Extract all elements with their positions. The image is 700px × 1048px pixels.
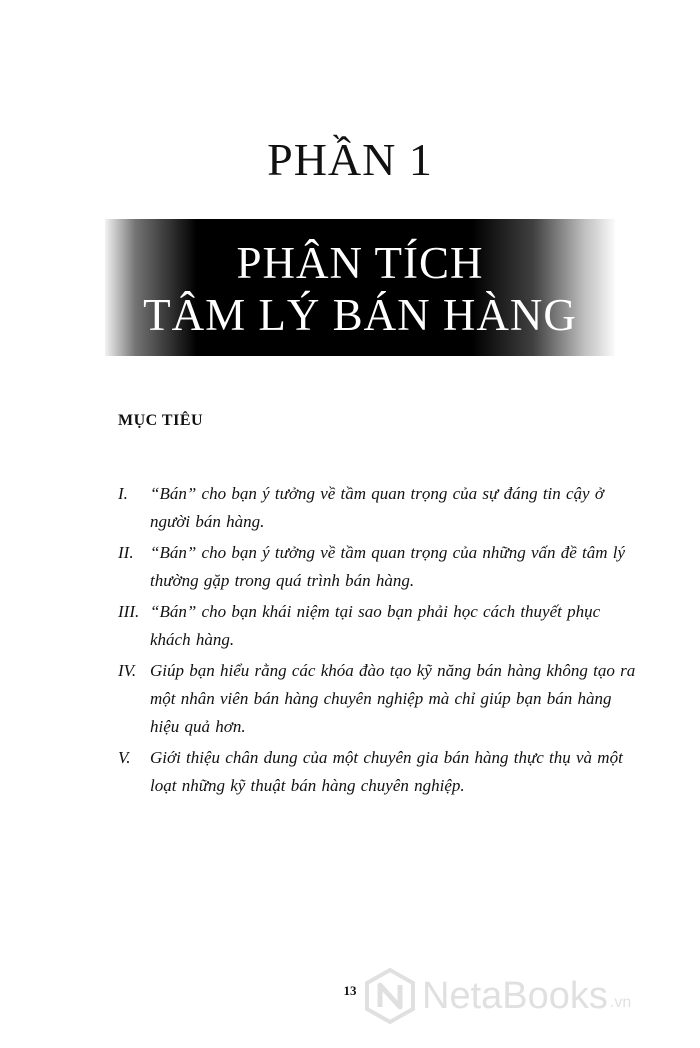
objective-item: [118, 657, 638, 741]
netabooks-logo-icon: [364, 967, 416, 1025]
objective-text: “Bán” cho bạn khái niệm tại sao bạn phải học cách thuyết phục khách hàng.: [150, 602, 601, 649]
objective-item: [118, 744, 638, 800]
objective-number: IV.: [118, 661, 137, 680]
objective-text: “Bán” cho bạn ý tưởng về tầm quan trọng của những vấn đề tâm lý thường gặp trong quá trình bán hàng.: [150, 543, 626, 590]
objective-item: [118, 598, 638, 654]
section-title-banner: [105, 219, 615, 356]
watermark-brand: NetaBooks: [422, 974, 608, 1017]
objective-item: [118, 539, 638, 595]
part-title: PHẦN 1: [267, 134, 433, 185]
page-number: 13: [343, 983, 357, 998]
banner-title-line-2: TÂM LÝ BÁN HÀNG: [143, 290, 577, 340]
watermark-suffix: .vn: [609, 994, 632, 1011]
objective-number: I.: [118, 484, 128, 503]
banner-title-line-1: PHÂN TÍCH: [236, 238, 484, 288]
objective-text: Giúp bạn hiểu rằng các khóa đào tạo kỹ năng bán hàng không tạo ra một nhân viên bán hàng chuyên nghiệp mà chỉ giúp bạn bán hàng hiệu quả hơn.: [150, 661, 636, 736]
banner-title: [105, 237, 615, 341]
watermark: [364, 966, 694, 1026]
objective-item: [118, 480, 638, 536]
objective-text: Giới thiệu chân dung của một chuyên gia bán hàng thực thụ và một loạt những kỹ thuật bán hàng chuyên nghiệp.: [150, 748, 623, 795]
objective-number: V.: [118, 748, 131, 767]
objective-text: “Bán” cho bạn ý tưởng về tầm quan trọng của sự đáng tin cậy ở người bán hàng.: [150, 484, 604, 531]
objective-number: II.: [118, 543, 134, 562]
objectives-list: [118, 480, 638, 803]
objectives-heading: MỤC TIÊU: [118, 412, 204, 429]
objective-number: III.: [118, 602, 140, 621]
